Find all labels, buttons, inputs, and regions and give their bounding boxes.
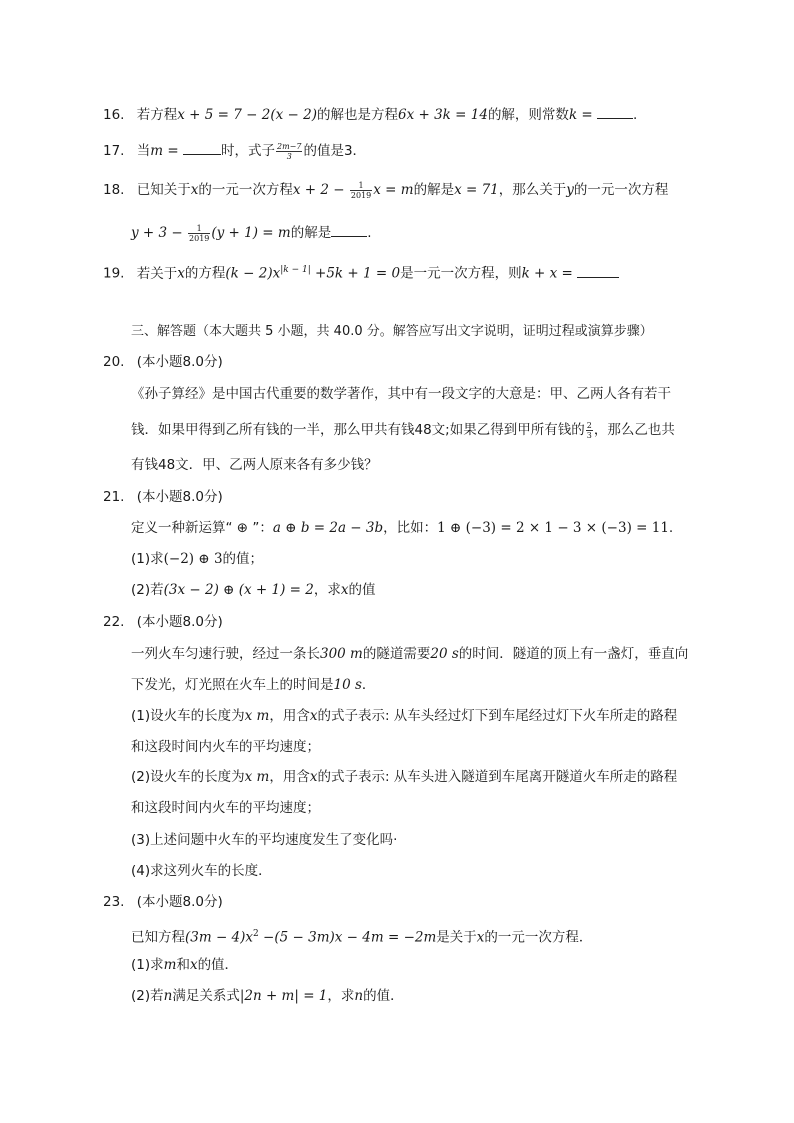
paragraph-line: 钱．如果甲得到乙所有钱的一半，那么甲共有钱48文;如果乙得到甲所有钱的 $\frac{2}{3}$ ，那么乙也共 (131, 420, 675, 440)
section-header: 三、解答题（本大题共 5 小题，共 40.0 分。解答应写出文字说明，证明过程或演算步骤） (131, 324, 653, 339)
paragraph-line: (2)设火车的长度为x m，用含x的式子表示: 从车头进入隧道到车尾离开隧道火车所走的路程 (131, 769, 678, 785)
paragraph-line: (4)求这列火车的长度． (131, 863, 272, 879)
question-number: 23. (103, 894, 125, 910)
fraction: $\frac{2}{3}$ (586, 420, 592, 440)
paragraph-line: (1)求(−2) ⊕ 3的值； (131, 551, 264, 567)
question-number: 18. (103, 182, 125, 198)
question-17: 17. 当m = 时，式子 $\frac{2m-7}{3}$ 的值是3． (103, 141, 367, 161)
score-label: (本小题8.0分) (136, 894, 223, 910)
question-18-line-2: y + 3 − $\frac{1}{2019}$ (y + 1) = m的解是 . (131, 223, 372, 243)
paragraph-line: 已知方程$(3m - 4)x^2 -(5 - 3m)x - 4m = -2m$是关于x的一元一次方程． (131, 929, 593, 946)
question-20-header (103, 352, 223, 372)
paragraph-line: 有钱48文．甲、乙两人原来各有多少钱？ (131, 457, 378, 473)
question-number: 22. (103, 614, 125, 630)
answer-blank[interactable] (183, 140, 221, 155)
question-number: 21. (103, 489, 125, 505)
score-label: (本小题8.0分) (136, 354, 223, 370)
answer-blank[interactable] (331, 222, 367, 237)
score-label: (本小题8.0分) (136, 614, 223, 630)
question-number: 16. (103, 107, 125, 123)
question-19: 19. 若关于x的方程$(k - 2)x^{|k - 1|} +5k + 1 = 0$是一元一次方程，则k + x = (103, 260, 619, 284)
paragraph-line: 一列火车匀速行驶，经过一条长300 m的隧道需要20 s的时间．隧道的顶上有一盏灯，垂直向 (131, 646, 689, 662)
question-21-header (103, 487, 223, 507)
paragraph-line: (2)若(3x − 2) ⊕ (x + 1) = 2，求x的值 (131, 582, 376, 598)
question-number: 19. (103, 265, 125, 282)
equation: x + 5 = 7 − 2(x − 2) (177, 107, 317, 123)
paragraph-line: (2)若n满足关系式|2n + m| = 1，求n的值． (131, 988, 404, 1004)
paragraph-line: (1)设火车的长度为x m，用含x的式子表示: 从车头经过灯下到车尾经过灯下火车所走的路程 (131, 708, 678, 724)
paragraph-line: (3)上述问题中火车的平均速度发生了变化吗· (131, 832, 398, 848)
question-16: 16. 若方程x + 5 = 7 − 2(x − 2)的解也是方程6x + 3k = 14的解，则常数k = . (103, 104, 637, 125)
paragraph-line: (1)求m和x的值． (131, 957, 239, 973)
paragraph-line: 定义一种新运算“ ⊕ ”：a ⊕ b = 2a − 3b，比如：1 ⊕ (−3) = 2 × 1 − 3 × (−3) = 11. (131, 520, 674, 536)
fraction: $\frac{2m-7}{3}$ (277, 141, 302, 161)
question-23-header (103, 892, 223, 912)
paragraph-line: 《孙子算经》是中国古代重要的数学著作，其中有一段文字的大意是：甲、乙两人各有若干 (131, 386, 671, 402)
fraction: $\frac{1}{2019}$ (189, 223, 210, 243)
question-22-header (103, 612, 223, 632)
paragraph-line: 和这段时间内火车的平均速度； (131, 739, 320, 755)
question-18-line-1: 18. 已知关于x的一元一次方程x + 2 − $\frac{1}{2019}$ x = m的解是x = 71，那么关于y的一元一次方程 (103, 180, 669, 200)
paragraph-line: 下发光，灯光照在火车上的时间是10 s． (131, 677, 376, 693)
answer-blank[interactable] (597, 104, 633, 119)
question-number: 17. (103, 143, 125, 159)
question-number: 20. (103, 354, 125, 370)
score-label: (本小题8.0分) (136, 489, 223, 505)
answer-blank[interactable] (577, 263, 619, 278)
fraction: $\frac{1}{2019}$ (350, 180, 372, 200)
paragraph-line: 和这段时间内火车的平均速度； (131, 800, 320, 816)
equation: 6x + 3k = 14 (397, 107, 488, 123)
